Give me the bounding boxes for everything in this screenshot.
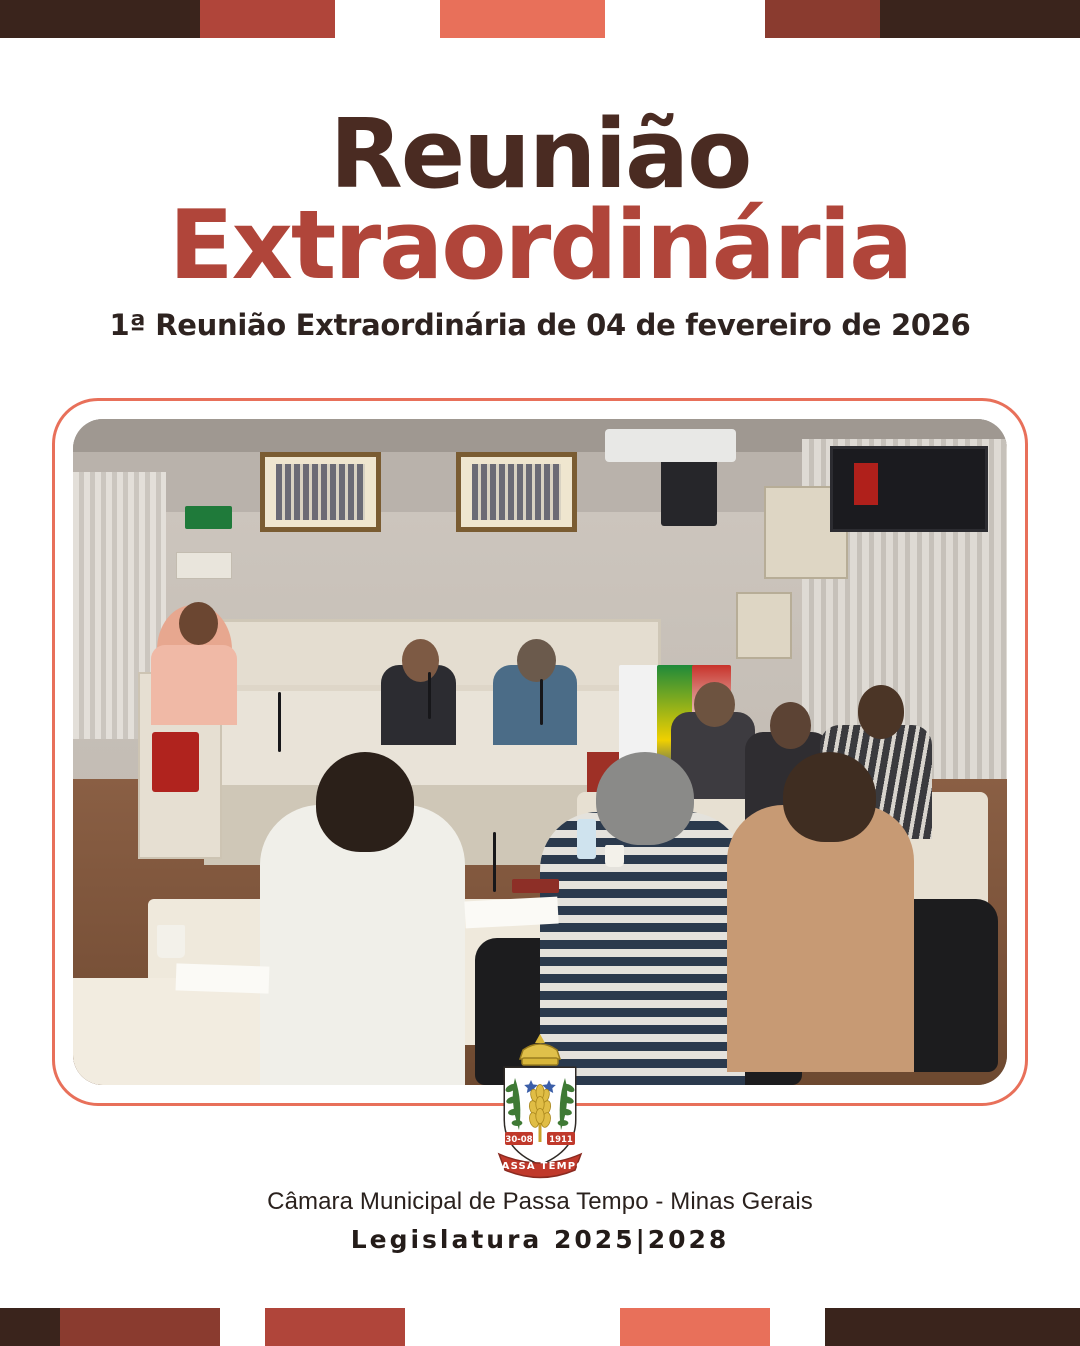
plenary-photo [73, 419, 1007, 1085]
bar-segment [405, 1308, 620, 1346]
footer-block [0, 1188, 1080, 1254]
person-councillor [858, 685, 905, 738]
footer-legislature: Legislatura 2025|2028 [350, 1225, 730, 1254]
air-conditioner-icon [605, 429, 736, 462]
crest-date-left: 30-08 [505, 1135, 533, 1145]
crest-date-right: 1911 [549, 1135, 573, 1145]
bottom-decorative-bar [0, 1308, 1080, 1346]
person-councillor-front [783, 752, 876, 842]
person-secretary [517, 639, 556, 682]
page-title-line-1: Reunião [329, 100, 751, 210]
bar-segment [0, 0, 200, 38]
top-decorative-bar [0, 0, 1080, 38]
crest-emblem [465, 1028, 615, 1188]
speaker-box-icon [661, 459, 717, 526]
bar-segment [620, 1308, 770, 1346]
wall-tv-icon [830, 446, 989, 533]
person-presiding [402, 639, 439, 682]
wall-plaque [736, 592, 792, 659]
bar-segment [265, 1308, 405, 1346]
page-title-line-2: Extraordinária [168, 191, 912, 302]
microphone-icon [493, 832, 496, 892]
bar-segment [765, 0, 880, 38]
bar-segment [770, 1308, 825, 1346]
bar-segment [0, 1308, 60, 1346]
microphone-icon [540, 679, 543, 726]
podium-crest-icon [152, 732, 199, 792]
person-councillor [770, 702, 811, 749]
bar-segment [200, 0, 335, 38]
door-sign [176, 552, 232, 579]
bar-segment [220, 1308, 265, 1346]
microphone-icon [428, 672, 431, 719]
water-bottle-icon [577, 819, 596, 859]
cup-icon [605, 845, 624, 866]
exit-sign-icon [185, 506, 232, 529]
footer-institution: Câmara Municipal de Passa Tempo - Minas Gerais [267, 1188, 813, 1215]
paper-document [175, 963, 269, 993]
bar-segment [60, 1308, 220, 1346]
bar-segment [605, 0, 765, 38]
phone-icon [512, 879, 559, 894]
person-speaker [179, 602, 218, 645]
bar-segment [440, 0, 605, 38]
photo-frame [52, 398, 1028, 1106]
bar-segment [335, 0, 440, 38]
wall-portrait-frame [260, 452, 381, 532]
page-subtitle: 1ª Reunião Extraordinária de 04 de fevereiro de 2026 [109, 307, 971, 342]
bar-segment [880, 0, 1080, 38]
person-councillor-front [596, 752, 694, 845]
paper-document [465, 896, 560, 927]
heading-block [0, 100, 1080, 342]
cup-icon [157, 925, 185, 958]
person-councillor-front [316, 752, 414, 852]
bar-segment [825, 1308, 1080, 1346]
crest-town-label: PASSA TEMPO [494, 1161, 586, 1172]
crown-icon [520, 1034, 560, 1065]
wall-portrait-frame [456, 452, 577, 532]
